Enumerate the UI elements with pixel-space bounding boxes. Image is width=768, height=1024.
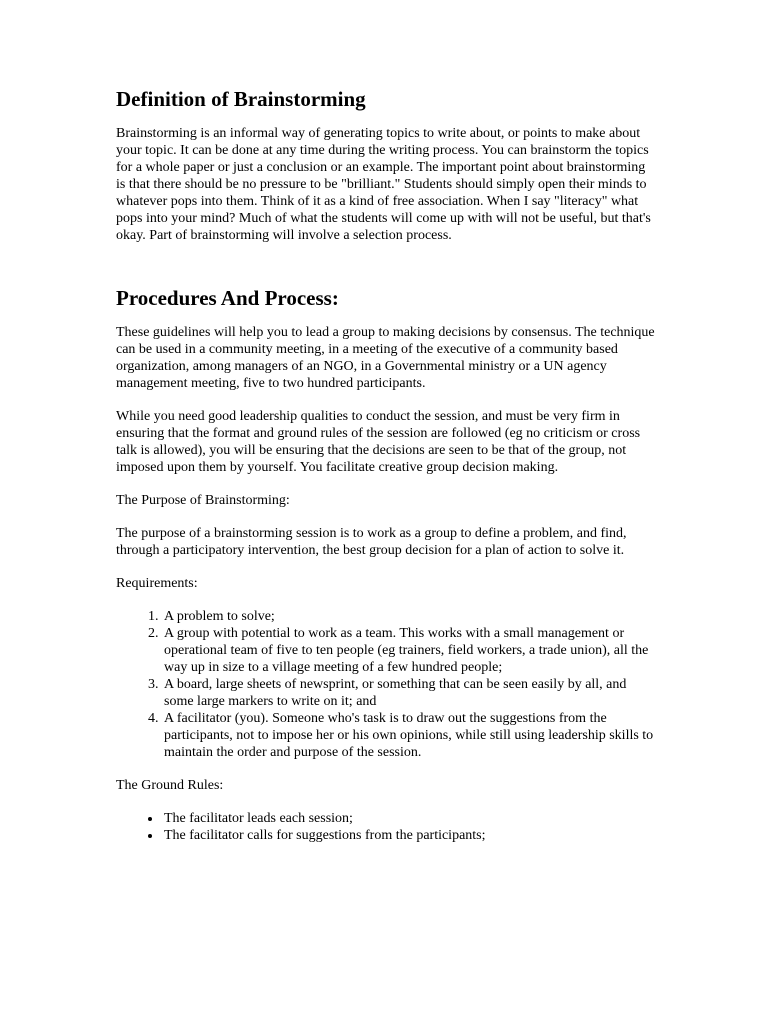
list-item: 2. A group with potential to work as a team. This works with a small management or operational team of five to ten people (eg trainers, field workers, a trade union), all the way up in size to a village meeting of a few hundred people; (162, 625, 656, 676)
purpose-paragraph: The purpose of a brainstorming session is to work as a group to define a problem, and find, through a participatory intervention, the best group decision for a plan of action to solve it. (116, 526, 627, 558)
list-item: 4. A facilitator (you). Someone who's task is to draw out the suggestions from the participants, not to impose her or his own opinions, while still using leadership skills to maintain the order and purpose of the session. (162, 710, 656, 761)
list-item: 3. A board, large sheets of newsprint, or something that can be seen easily by all, and some large markers to write on it; and (162, 676, 656, 710)
section-heading: Procedures And Process: (116, 286, 339, 310)
document-page (116, 86, 656, 844)
requirements-list (116, 608, 656, 761)
list-item: • The facilitator leads each session; (162, 810, 656, 827)
leadership-paragraph: While you need good leadership qualities to conduct the session, and must be very firm in ensuring that the format and ground rules of the session are followed (eg no criticism or cross talk is allowed), you will be ensuring that the decisions are seen to be that of the group, not imposed upon them by yourself. You facilitate creative group decision making. (116, 409, 641, 475)
list-item: • The facilitator calls for suggestions from the participants; (162, 827, 656, 844)
document-title: Definition of Brainstorming (116, 87, 366, 111)
ground-rules-list (116, 810, 656, 844)
list-item: 1. A problem to solve; (162, 608, 656, 625)
guidelines-paragraph: These guidelines will help you to lead a group to making decisions by consensus. The technique can be used in a community meeting, in a meeting of the executive of a community based organization, among managers of an NGO, in a Governmental ministry or a UN agency management meeting, five to two hundred participants. (116, 325, 655, 391)
purpose-label: The Purpose of Brainstorming: (116, 493, 290, 508)
ground-rules-label: The Ground Rules: (116, 778, 224, 793)
definition-paragraph: Brainstorming is an informal way of generating topics to write about, or points to make about your topic. It can be done at any time during the writing process. You can brainstorm the topics for a whole paper or just a conclusion or an example. The important point about brainstorming is that there should be no pressure to be "brilliant." Students should simply open their minds to whatever pops into them. Think of it as a kind of free association. When I say "literacy" what pops into your mind? Much of what the students will come up with will not be useful, but that's okay. Part of brainstorming will involve a selection process. (116, 126, 651, 243)
requirements-label: Requirements: (116, 576, 198, 591)
